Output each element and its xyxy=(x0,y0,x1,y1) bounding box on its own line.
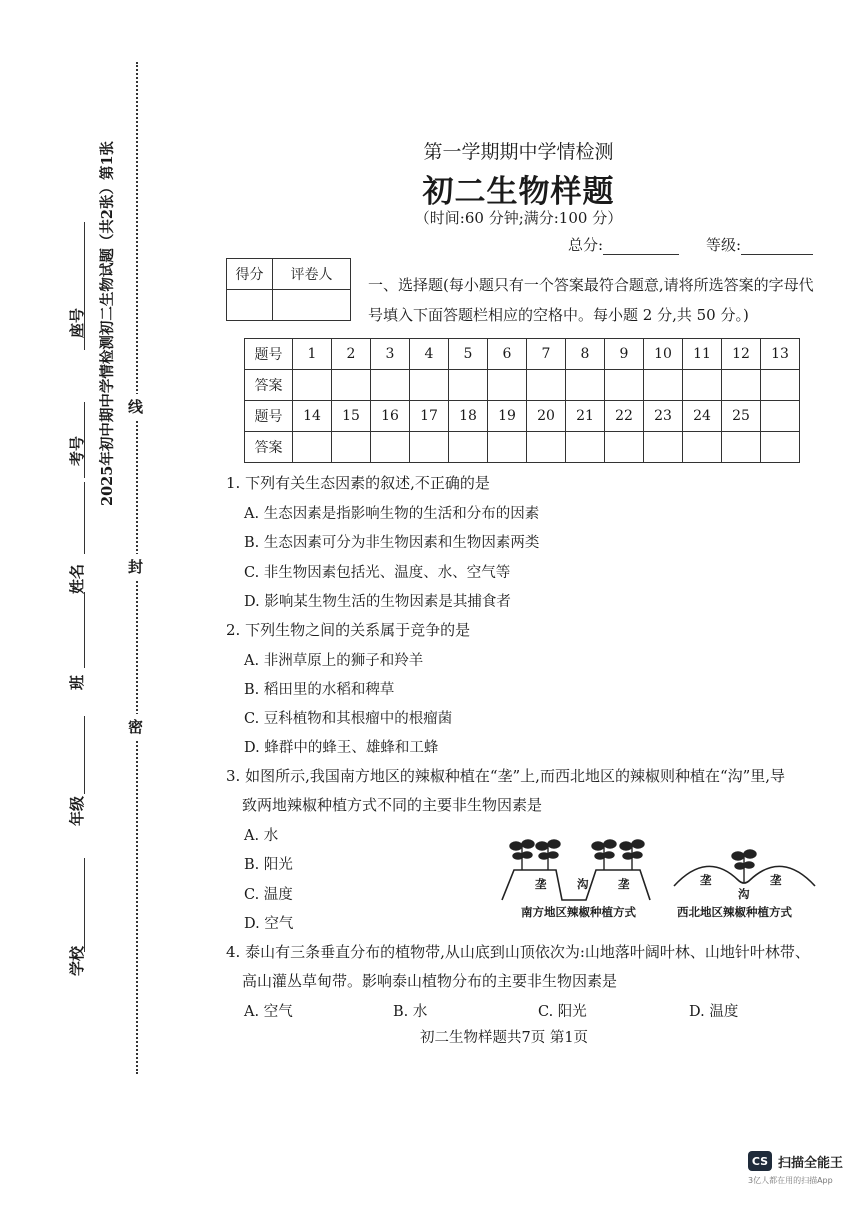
grader-label: 评卷人 xyxy=(273,259,351,290)
answer-cell xyxy=(644,432,683,463)
row-label-number: 题号 xyxy=(245,401,293,432)
question-4-option-d: D. 温度 xyxy=(689,1004,739,1020)
question-3-option-b: B. 阳光 xyxy=(244,857,293,873)
question-1-stem: 1. 下列有关生态因素的叙述,不正确的是 xyxy=(226,474,490,492)
question-number: 6 xyxy=(488,339,527,370)
answer-cell xyxy=(722,370,761,401)
south-ridge-label-1: 垄 xyxy=(535,877,547,891)
field-exam-number: 考号 xyxy=(68,435,86,466)
blank-seat-number xyxy=(84,222,85,350)
question-number: 2 xyxy=(332,339,371,370)
northwest-ditch-label: 沟 xyxy=(738,887,750,901)
answer-cell xyxy=(410,370,449,401)
exam-name: 第一学期期中学情检测 xyxy=(423,141,614,163)
scanner-tagline: 3亿人都在用的扫描App xyxy=(748,1176,833,1185)
question-number: 18 xyxy=(449,401,488,432)
answer-cell xyxy=(449,370,488,401)
grader-cell xyxy=(273,290,351,321)
question-1-option-d: D. 影响某生物生活的生物因素是其捕食者 xyxy=(244,594,511,610)
seal-char-seal: 封 xyxy=(128,554,143,579)
total-score-blank xyxy=(603,241,679,255)
question-number: 16 xyxy=(371,401,410,432)
question-4-option-a: A. 空气 xyxy=(244,1004,293,1020)
answer-cell xyxy=(761,370,800,401)
question-2-option-a: A. 非洲草原上的狮子和羚羊 xyxy=(244,653,424,669)
question-3-stem-line1: 3. 如图所示,我国南方地区的辣椒种植在“垄”上,而西北地区的辣椒则种植在“沟”里,导 xyxy=(226,767,786,785)
grading-box xyxy=(226,258,351,321)
seal-char-line: 线 xyxy=(128,394,143,419)
field-grade: 年级 xyxy=(68,795,86,826)
question-2-option-d: D. 蜂群中的蜂王、雄蜂和工蜂 xyxy=(244,740,439,756)
answer-cell xyxy=(722,432,761,463)
answer-cell xyxy=(293,370,332,401)
answer-row-2 xyxy=(245,432,800,463)
question-2-stem: 2. 下列生物之间的关系属于竞争的是 xyxy=(226,621,471,639)
blank-grade xyxy=(84,716,85,794)
question-4-option-c: C. 阳光 xyxy=(538,1004,587,1020)
question-2-option-c: C. 豆科植物和其根瘤中的根瘤菌 xyxy=(244,711,453,727)
scanner-logo-icon: CS xyxy=(748,1151,772,1171)
row-label-number: 题号 xyxy=(245,339,293,370)
answer-cell xyxy=(527,432,566,463)
grade-blank xyxy=(741,241,813,255)
blank-exam-number xyxy=(84,402,85,478)
row-label-answer: 答案 xyxy=(245,432,293,463)
answer-cell xyxy=(488,370,527,401)
question-number: 3 xyxy=(371,339,410,370)
question-number: 23 xyxy=(644,401,683,432)
question-number: 19 xyxy=(488,401,527,432)
question-4-stem-line2: 高山灌丛草甸带。影响泰山植物分布的主要非生物因素是 xyxy=(242,972,618,990)
question-3-stem-line2: 致两地辣椒种植方式不同的主要非生物因素是 xyxy=(242,796,543,814)
question-1-option-c: C. 非生物因素包括光、温度、水、空气等 xyxy=(244,565,511,581)
question-3-option-a: A. 水 xyxy=(244,828,279,844)
question-number: 11 xyxy=(683,339,722,370)
answer-cell xyxy=(566,432,605,463)
row-label-answer: 答案 xyxy=(245,370,293,401)
northwest-ridge-label-1: 垄 xyxy=(700,873,712,887)
binding-header-text: 2025年初中期中学情检测初二生物试题（共2张）第1张 xyxy=(99,140,116,506)
northwest-ridge-label-2: 垄 xyxy=(770,873,782,887)
south-ridge-label-2: 垄 xyxy=(618,877,630,891)
question-number: 7 xyxy=(527,339,566,370)
question-number: 10 xyxy=(644,339,683,370)
answer-cell xyxy=(371,432,410,463)
scanner-brand-name: 扫描全能王 xyxy=(778,1155,844,1171)
question-3-option-d: D. 空气 xyxy=(244,916,294,932)
question-number: 12 xyxy=(722,339,761,370)
field-name: 姓名 xyxy=(68,563,86,594)
question-number: 24 xyxy=(683,401,722,432)
question-1-option-a: A. 生态因素是指影响生物的生活和分布的因素 xyxy=(244,506,540,522)
answer-cell xyxy=(371,370,410,401)
answer-cell xyxy=(449,432,488,463)
number-row-1 xyxy=(245,339,800,370)
field-school: 学校 xyxy=(68,945,86,976)
question-number: 17 xyxy=(410,401,449,432)
answer-cell xyxy=(683,432,722,463)
answer-cell xyxy=(332,432,371,463)
answer-cell xyxy=(605,370,644,401)
question-number: 15 xyxy=(332,401,371,432)
number-row-2 xyxy=(245,401,800,432)
blank-class xyxy=(84,592,85,668)
answer-cell xyxy=(293,432,332,463)
answer-row-1 xyxy=(245,370,800,401)
field-seat-number: 座号 xyxy=(68,307,86,338)
page-footer: 初二生物样题共7页 第1页 xyxy=(420,1030,589,1046)
blank-school xyxy=(84,858,85,952)
question-number: 4 xyxy=(410,339,449,370)
answer-table xyxy=(244,338,800,463)
seal-char-secret: 密 xyxy=(128,714,143,739)
question-number xyxy=(761,401,800,432)
question-number: 8 xyxy=(566,339,605,370)
question-number: 22 xyxy=(605,401,644,432)
answer-cell xyxy=(683,370,722,401)
answer-cell xyxy=(527,370,566,401)
answer-cell xyxy=(644,370,683,401)
scanner-watermark xyxy=(748,1151,843,1171)
question-4-stem-line1: 4. 泰山有三条垂直分布的植物带,从山底到山顶依次为:山地落叶阔叶林、山地针叶林带、 xyxy=(226,943,810,961)
question-number: 9 xyxy=(605,339,644,370)
section-instructions: 一、选择题(每小题只有一个答案最符合题意,请将所选答案的字母代号填入下面答题栏相应的空格中。每小题 2 分,共 50 分。) xyxy=(368,276,814,324)
total-score-field xyxy=(568,234,679,255)
grade-label: 等级: xyxy=(706,236,742,254)
page-title: 初二生物样题 xyxy=(422,174,615,210)
score-cell xyxy=(227,290,273,321)
question-number: 21 xyxy=(566,401,605,432)
question-1-option-b: B. 生态因素可分为非生物因素和生物因素两类 xyxy=(244,535,540,551)
question-3-option-c: C. 温度 xyxy=(244,887,293,903)
question-4-option-b: B. 水 xyxy=(393,1004,428,1020)
field-class: 班 xyxy=(68,674,86,690)
south-figure-caption: 南方地区辣椒种植方式 xyxy=(521,905,636,919)
question-number: 5 xyxy=(449,339,488,370)
question-number: 20 xyxy=(527,401,566,432)
grade-field xyxy=(706,234,813,255)
exam-subtitle: （时间:60 分钟;满分:100 分） xyxy=(414,209,623,227)
answer-cell xyxy=(605,432,644,463)
answer-cell xyxy=(410,432,449,463)
south-ditch-label: 沟 xyxy=(577,877,589,891)
question-number: 25 xyxy=(722,401,761,432)
question-number: 13 xyxy=(761,339,800,370)
question-number: 14 xyxy=(293,401,332,432)
answer-cell xyxy=(488,432,527,463)
blank-name xyxy=(84,482,85,554)
answer-cell xyxy=(332,370,371,401)
score-label: 得分 xyxy=(227,259,273,290)
total-score-label: 总分: xyxy=(568,236,604,254)
question-number: 1 xyxy=(293,339,332,370)
answer-cell xyxy=(761,432,800,463)
northwest-figure-caption: 西北地区辣椒种植方式 xyxy=(677,905,792,919)
question-2-option-b: B. 稻田里的水稻和稗草 xyxy=(244,682,395,698)
answer-cell xyxy=(566,370,605,401)
